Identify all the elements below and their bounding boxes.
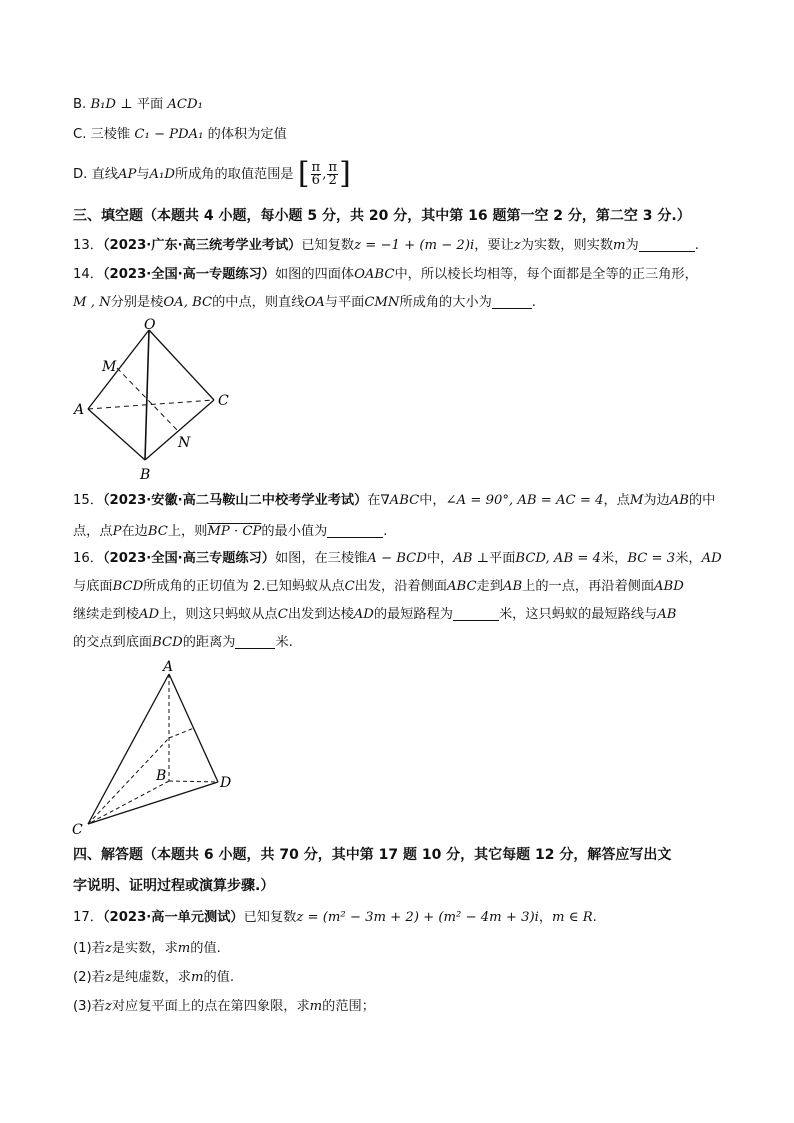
label-o: O bbox=[144, 317, 156, 333]
ant-path-2 bbox=[169, 728, 194, 738]
option-b bbox=[73, 95, 203, 115]
q17-formula: z = (m² − 3m + 2) + (m² − 4m + 3)i bbox=[296, 910, 539, 925]
q16-source: （2023·全国·高三专题练习） bbox=[102, 551, 275, 566]
label-a: A bbox=[74, 402, 85, 418]
edge-ac-hidden bbox=[88, 400, 214, 409]
q14-source: （2023·全国·高一专题练习） bbox=[102, 267, 275, 282]
q13-formula: z = −1 + (m − 2)i bbox=[354, 238, 475, 253]
q17-source: （2023·高一单元测试） bbox=[102, 910, 244, 925]
label-m: M bbox=[102, 359, 117, 375]
label-d: D bbox=[220, 775, 232, 791]
option-c-label: C. bbox=[73, 127, 87, 142]
option-d-text3: 所成角的取值范围是 bbox=[174, 167, 294, 182]
label-b: B bbox=[156, 768, 167, 784]
question-14-line-2: M , N分别是棱OA, BC的中点，则直线OA与平面CMN所成角的大小为 . bbox=[73, 295, 536, 310]
option-d-text1: 直线 bbox=[91, 167, 118, 182]
option-c-text1: 三棱锥 bbox=[90, 127, 131, 142]
q16-answer-blank-2[interactable] bbox=[235, 634, 275, 649]
edge-oc bbox=[149, 330, 214, 400]
label-b: B bbox=[140, 467, 151, 483]
edge-bc bbox=[145, 400, 214, 460]
option-d: D. 直线AP与A₁D所成角的取值范围是 [ $\frac{\pi}{6}$ , $\frac{\pi}{2}$ ] bbox=[73, 156, 351, 191]
section-4-heading-line-2: 字说明、证明过程或演算步骤.） bbox=[73, 878, 275, 894]
option-d-line1: AP bbox=[117, 167, 137, 182]
q17-part-3: (3)若z对应复平面上的点在第四象限，求m的范围； bbox=[73, 999, 375, 1014]
question-16-line-2: 与底面BCD所成角的正切值为 2.已知蚂蚁从点C出发，沿着侧面ABC走到AB上的一点，再沿着侧面ABD bbox=[73, 579, 684, 594]
right-bracket: ] bbox=[339, 156, 351, 191]
q14-answer-blank[interactable] bbox=[492, 294, 532, 309]
q16-number: 16． bbox=[73, 551, 103, 566]
q17-part-1: (1)若z是实数，求m的值. bbox=[73, 941, 221, 956]
option-d-label: D. bbox=[73, 167, 88, 182]
section-3-heading: 三、填空题（本题共 4 小题，每小题 5 分，共 20 分，其中第 16 题第一空 2 分，第二空 3 分.） bbox=[73, 208, 691, 224]
q15-number: 15． bbox=[73, 493, 103, 508]
option-b-line: B₁D bbox=[90, 97, 117, 112]
q15-vector-product: MP · CP bbox=[207, 524, 262, 539]
option-c bbox=[73, 125, 287, 145]
q15-source: （2023·安徽·高二马鞍山二中校考学业考试） bbox=[102, 493, 368, 508]
label-a: A bbox=[163, 659, 174, 675]
label-c: C bbox=[218, 393, 229, 409]
q13-number: 13． bbox=[73, 238, 103, 253]
option-b-perp: ⊥ bbox=[116, 97, 137, 112]
q17-number: 17． bbox=[73, 910, 103, 925]
option-d-text2: 与 bbox=[136, 167, 150, 182]
q16-answer-blank-1[interactable] bbox=[453, 606, 499, 621]
pyramid-figure bbox=[70, 656, 240, 836]
option-d-line2: A₁D bbox=[149, 167, 175, 182]
question-15-line-1: 15．（2023·安徽·高二马鞍山二中校考学业考试）在∇ABC中，∠A = 90°, AB = AC = 4，点M为边AB的中 bbox=[73, 493, 716, 508]
q13-answer-blank[interactable] bbox=[639, 237, 695, 252]
option-b-text: 平面 bbox=[136, 97, 164, 112]
q15-answer-blank[interactable] bbox=[327, 523, 383, 538]
label-n: N bbox=[178, 435, 191, 451]
option-c-pyramid: C₁ − PDA₁ bbox=[134, 127, 204, 142]
section-4-heading-line-1: 四、解答题（本题共 6 小题，共 70 分，其中第 17 题 10 分，其它每题 12 分，解答应写出文 bbox=[73, 847, 672, 863]
edge-bd-hidden bbox=[169, 781, 218, 782]
left-bracket: [ bbox=[297, 156, 310, 191]
edge-ab bbox=[88, 409, 145, 460]
q14-number: 14． bbox=[73, 267, 103, 282]
fraction-pi-2: $\frac{\pi}{2}$ bbox=[328, 159, 338, 188]
question-17: 17．（2023·高一单元测试）已知复数z = (m² − 3m + 2) + (m² − 4m + 3)i，m ∈ R. bbox=[73, 910, 597, 925]
question-14-line-1: 14．（2023·全国·高一专题练习）如图的四面体OABC中，所以棱长均相等，每个面都是全等的正三角形， bbox=[73, 267, 698, 282]
edge-ad bbox=[169, 674, 218, 782]
q17-part-2: (2)若z是纯虚数，求m的值. bbox=[73, 970, 235, 985]
label-c: C bbox=[72, 822, 83, 836]
option-b-label: B. bbox=[73, 97, 87, 112]
option-c-text2: 的体积为定值 bbox=[207, 127, 287, 142]
question-16-line-4: 的交点到底面BCD的距离为 米. bbox=[73, 635, 293, 650]
tetrahedron-figure bbox=[70, 316, 240, 492]
question-13: 13．（2023·广东·高三统考学业考试）已知复数z = −1 + (m − 2)i，要让z为实数，则实数m为 . bbox=[73, 238, 699, 253]
question-16-line-3: 继续走到棱AD上，则这只蚂蚁从点C出发到达棱AD的最短路程为 米，这只蚂蚁的最短路线与AB bbox=[73, 607, 677, 622]
question-16-line-1: 16．（2023·全国·高三专题练习）如图，在三棱锥A − BCD中，AB ⊥平面BCD, AB = 4米，BC = 3米，AD bbox=[73, 551, 722, 566]
q13-source: （2023·广东·高三统考学业考试） bbox=[102, 238, 302, 253]
edge-ob bbox=[145, 330, 149, 460]
question-15-line-2: 点，点P在边BC上，则MP · CP的最小值为 . bbox=[73, 524, 388, 539]
fraction-pi-6: $\frac{\pi}{6}$ bbox=[311, 159, 321, 188]
option-b-plane: ACD₁ bbox=[167, 97, 203, 112]
